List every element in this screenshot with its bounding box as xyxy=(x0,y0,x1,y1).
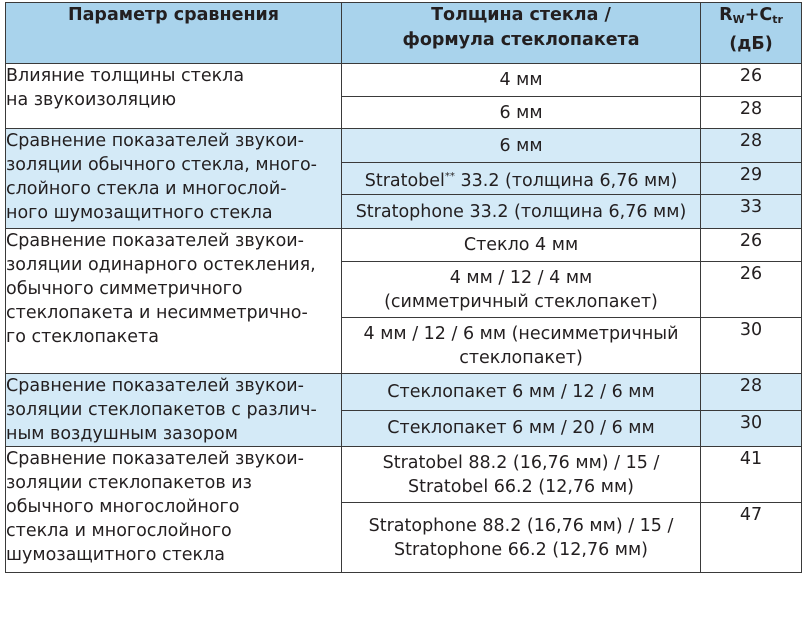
glass-line: 6 мм xyxy=(499,102,543,123)
param-line: обычного многослойного xyxy=(6,497,240,517)
glass-line: Stratophone 33.2 (толщина 6,76 мм) xyxy=(355,201,687,222)
value-cell: 28 xyxy=(701,374,802,411)
header-row xyxy=(6,3,802,64)
comparison-table xyxy=(5,2,802,573)
table-row xyxy=(6,447,802,503)
value-cell: 29 xyxy=(701,163,802,195)
glass-cell xyxy=(342,410,701,447)
param-cell xyxy=(6,129,342,229)
value-cell: 47 xyxy=(701,503,802,573)
value-cell: 26 xyxy=(701,229,802,262)
footnote-mark: ** xyxy=(444,170,455,182)
glass-line: (симметричный стеклопакет) xyxy=(384,291,658,312)
param-line: Сравнение показателей звукои- xyxy=(6,131,304,151)
param-line: Сравнение показателей звукои- xyxy=(6,231,304,251)
glass-cell xyxy=(342,447,701,503)
glass-cell xyxy=(342,64,701,97)
glass-cell xyxy=(342,374,701,411)
value-cell: 41 xyxy=(701,447,802,503)
glass-line: Stratophone 88.2 (16,76 мм) / 15 / xyxy=(368,515,674,536)
glass-line: Stratobel 66.2 (12,76 мм) xyxy=(407,476,634,497)
glass-cell xyxy=(342,318,701,374)
value-cell: 28 xyxy=(701,129,802,163)
param-line: золяции стеклопакетов из xyxy=(6,473,252,493)
param-line: ного шумозащитного стекла xyxy=(6,203,273,223)
header-glass-line2: формула стеклопакета xyxy=(402,30,640,50)
glass-line: стеклопакет) xyxy=(459,347,583,368)
header-glass xyxy=(342,3,701,64)
header-glass-line1: Толщина стекла / xyxy=(431,5,611,25)
param-line: Влияние толщины стекла xyxy=(6,66,245,86)
table-row xyxy=(6,374,802,411)
glass-cell xyxy=(342,195,701,229)
table-row xyxy=(6,229,802,262)
param-line: шумозащитного стекла xyxy=(6,545,226,565)
glass-cell xyxy=(342,129,701,163)
glass-spec: 33.2 (толщина 6,76 мм) xyxy=(454,170,678,191)
glass-cell xyxy=(342,262,701,318)
rw-sub-tr: tr xyxy=(772,13,783,26)
param-line: ным воздушным зазором xyxy=(6,424,238,444)
glass-brand: Stratobel xyxy=(364,170,445,191)
glass-cell xyxy=(342,503,701,573)
value-cell: 30 xyxy=(701,318,802,374)
param-line: Сравнение показателей звукои- xyxy=(6,376,304,396)
param-line: золяции одинарного остекления, xyxy=(6,255,316,275)
param-line: золяции стеклопакетов с различ- xyxy=(6,400,317,420)
header-param xyxy=(6,3,342,64)
glass-line: Stratobel 88.2 (16,76 мм) / 15 / xyxy=(382,452,660,473)
param-line: го стеклопакета xyxy=(6,327,159,347)
param-line: на звукоизоляцию xyxy=(6,90,177,110)
table-row xyxy=(6,129,802,163)
glass-cell xyxy=(342,97,701,129)
header-rw-unit: (дБ) xyxy=(729,34,773,54)
glass-line xyxy=(342,165,700,193)
glass-line: Стеклопакет 6 мм / 12 / 6 мм xyxy=(387,381,655,402)
param-line: стеклопакета и несимметрично- xyxy=(6,303,308,323)
param-line: слойного стекла и многослой- xyxy=(6,179,287,199)
glass-line: Стекло 4 мм xyxy=(463,235,579,255)
glass-line: 4 мм / 12 / 6 мм (несимметричный xyxy=(363,323,679,344)
table-row xyxy=(6,64,802,97)
value-cell: 33 xyxy=(701,195,802,229)
param-line: обычного симметричного xyxy=(6,279,243,299)
value-cell: 26 xyxy=(701,262,802,318)
param-line: Сравнение показателей звукои- xyxy=(6,449,304,469)
glass-cell xyxy=(342,163,701,195)
rw-sub-w: W xyxy=(732,13,745,26)
glass-line: Stratophone 66.2 (12,76 мм) xyxy=(393,539,649,560)
glass-line: 4 мм / 12 / 4 мм xyxy=(449,267,593,288)
param-line: золяции обычного стекла, много- xyxy=(6,155,317,175)
param-cell xyxy=(6,374,342,447)
param-line: стекла и многослойного xyxy=(6,521,232,541)
header-rw-formula xyxy=(701,3,801,32)
param-cell xyxy=(6,229,342,374)
param-cell xyxy=(6,64,342,129)
glass-cell xyxy=(342,229,701,262)
value-cell: 26 xyxy=(701,64,802,97)
header-param-text: Параметр сравнения xyxy=(67,5,280,25)
glass-line: Стеклопакет 6 мм / 20 / 6 мм xyxy=(387,418,655,439)
rw-plus-c: +C xyxy=(744,5,773,25)
param-cell xyxy=(6,447,342,573)
header-rw xyxy=(701,3,802,64)
glass-line: 4 мм xyxy=(499,70,543,90)
glass-line: 6 мм xyxy=(499,135,543,156)
value-cell: 30 xyxy=(701,410,802,447)
table-body xyxy=(6,64,802,573)
value-cell: 28 xyxy=(701,97,802,129)
rw-r: R xyxy=(719,5,733,25)
